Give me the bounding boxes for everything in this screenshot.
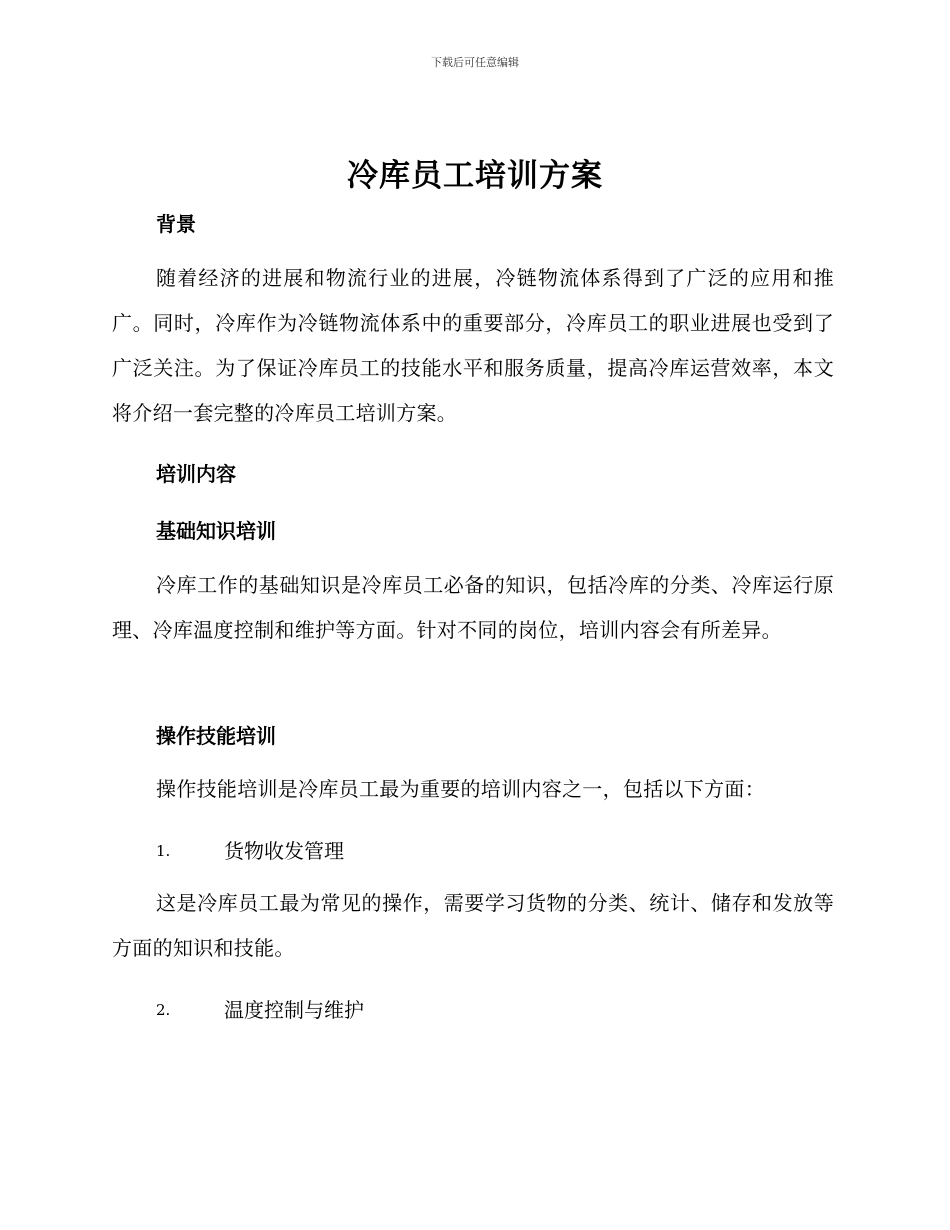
list-number: 2. xyxy=(156,1001,171,1019)
document-title: 冷库员工培训方案 xyxy=(347,158,603,194)
list-item xyxy=(156,835,344,864)
list-number: 1. xyxy=(156,842,171,860)
heading-training-content: 培训内容 xyxy=(156,462,236,486)
heading-basic-knowledge: 基础知识培训 xyxy=(156,519,276,543)
list-label: 温度控制与维护 xyxy=(224,998,364,1022)
paragraph-background: 随着经济的进展和物流行业的进展，冷链物流体系得到了广泛的应用和推广。同时，冷库作为冷链物流体系中的重要部分，冷库员工的职业进展也受到了广泛关注。为了保证冷库员工的技能水平和服务质量，提高冷库运营效率，本文将介绍一套完整的冷库员工培训方案。 xyxy=(112,266,834,425)
paragraph-list-description: 这是冷库员工最为常见的操作，需要学习货物的分类、统计、储存和发放等方面的知识和技能。 xyxy=(112,891,834,960)
heading-operation-skills: 操作技能培训 xyxy=(156,724,276,748)
paragraph-basic-knowledge: 冷库工作的基础知识是冷库员工必备的知识，包括冷库的分类、冷库运行原理、冷库温度控制和维护等方面。针对不同的岗位，培训内容会有所差异。 xyxy=(112,573,834,642)
list-item xyxy=(156,994,364,1023)
header-note: 下载后可任意编辑 xyxy=(431,56,519,69)
heading-background: 背景 xyxy=(156,212,196,236)
paragraph-skills-intro: 操作技能培训是冷库员工最为重要的培训内容之一，包括以下方面： xyxy=(156,777,765,801)
list-label: 货物收发管理 xyxy=(224,839,344,863)
